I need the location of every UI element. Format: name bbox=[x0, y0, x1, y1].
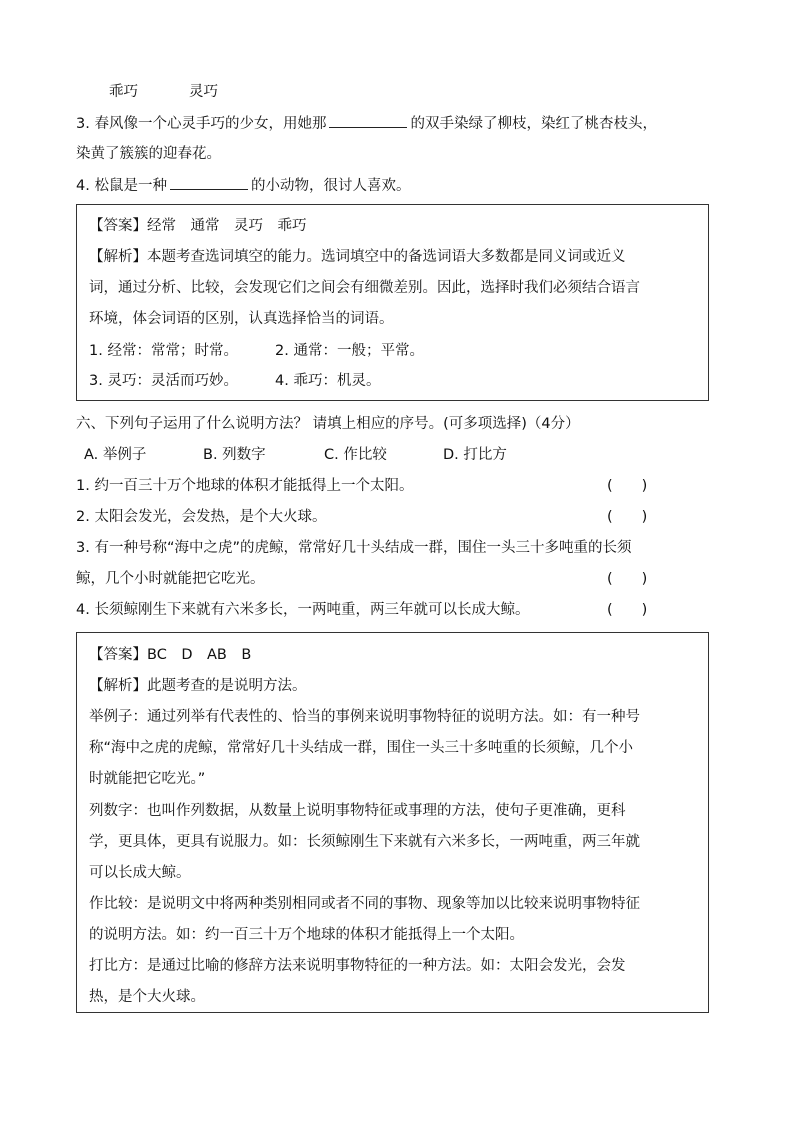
explanation-line: 列数字：也叫作列数据，从数量上说明事物特征或事理的方法，使句子更准确，更科 bbox=[89, 803, 626, 819]
analysis-line-3: 环境，体会词语的区别，认真选择恰当的词语。 bbox=[89, 311, 394, 327]
explanation-line: 称“海中之虎的虎鲸，常常好几十头结成一群，围住一头三十多吨重的长须鲸，几个小 bbox=[89, 740, 634, 756]
answer-line: 【答案】BC D AB B bbox=[89, 647, 252, 663]
question-4-blank[interactable] bbox=[170, 175, 248, 190]
analysis-line-1: 【解析】本题考查选词填空的能力。选词填空中的备选词语大多数都是同义词或近义 bbox=[89, 249, 626, 265]
option-a: A. 举例子 bbox=[84, 447, 147, 463]
section-6-title: 六、下列句子运用了什么说明方法？ 请填上相应的序号。(可多项选择)（4分） bbox=[76, 416, 580, 432]
explanation-line: 打比方：是通过比喻的修辞方法来说明事物特征的一种方法。如：太阳会发光，会发 bbox=[89, 958, 626, 974]
answer-box-1 bbox=[76, 204, 709, 401]
explanation-line: 可以长成大鲸。 bbox=[89, 865, 191, 881]
option-c: C. 作比较 bbox=[324, 447, 387, 463]
definition-4: 4. 乖巧：机灵。 bbox=[275, 373, 381, 389]
question-3-blank[interactable] bbox=[329, 113, 407, 128]
definition-1: 1. 经常：常常；时常。 bbox=[89, 343, 238, 359]
analysis-line-2: 词，通过分析、比较，会发现它们之间会有细微差别。因此，选择时我们必须结合语言 bbox=[89, 280, 640, 296]
question-3-after: 的双手染绿了柳枝，染红了桃杏枝头， bbox=[410, 116, 657, 132]
question-3-before: 3. 春风像一个心灵手巧的少女，用她那 bbox=[76, 116, 327, 132]
explanation-line: 学，更具体，更具有说服力。如：长须鲸刚生下来就有六米多长，一两吨重，两三年就 bbox=[89, 834, 640, 850]
item-4: 4. 长须鲸刚生下来就有六米多长，一两吨重，两三年就可以长成大鲸。 bbox=[76, 602, 530, 618]
item-3: 3. 有一种号称“海中之虎”的虎鲸，常常好几十头结成一群，围住一头三十多吨重的长须 bbox=[76, 540, 632, 556]
answer-paren-3[interactable]: ( ) bbox=[607, 571, 648, 587]
answer-paren-1[interactable]: ( ) bbox=[607, 478, 648, 494]
item-2: 2. 太阳会发光，会发热，是个大火球。 bbox=[76, 509, 327, 525]
analysis-line: 【解析】此题考查的是说明方法。 bbox=[89, 678, 307, 694]
answer-box-2 bbox=[76, 632, 709, 1013]
definition-3: 3. 灵巧：灵活而巧妙。 bbox=[89, 373, 238, 389]
explanation-line: 时就能把它吃光。” bbox=[89, 771, 206, 787]
item-1: 1. 约一百三十万个地球的体积才能抵得上一个太阳。 bbox=[76, 478, 414, 494]
explanation-line: 的说明方法。如：约一百三十万个地球的体积才能抵得上一个太阳。 bbox=[89, 927, 524, 943]
question-4 bbox=[76, 175, 410, 196]
question-4-before: 4. 松鼠是一种 bbox=[76, 178, 167, 194]
answer-line: 【答案】经常 通常 灵巧 乖巧 bbox=[89, 218, 307, 234]
question-3 bbox=[76, 113, 657, 134]
word-choice-1: 乖巧 bbox=[109, 84, 138, 100]
explanation-line: 热，是个大火球。 bbox=[89, 989, 205, 1005]
question-4-after: 的小动物，很讨人喜欢。 bbox=[250, 178, 411, 194]
question-3-line2: 染黄了簇簇的迎春花。 bbox=[76, 146, 221, 162]
item-3-line2: 鲸，几个小时就能把它吃光。 bbox=[76, 571, 265, 587]
answer-paren-2[interactable]: ( ) bbox=[607, 509, 648, 525]
word-choice-2: 灵巧 bbox=[189, 84, 218, 100]
definition-2: 2. 通常：一般；平常。 bbox=[275, 343, 424, 359]
explanation-line: 举例子：通过列举有代表性的、恰当的事例来说明事物特征的说明方法。如：有一种号 bbox=[89, 709, 640, 725]
option-b: B. 列数字 bbox=[203, 447, 266, 463]
answer-paren-4[interactable]: ( ) bbox=[607, 602, 648, 618]
explanation-line: 作比较：是说明文中将两种类别相同或者不同的事物、现象等加以比较来说明事物特征 bbox=[89, 896, 640, 912]
option-d: D. 打比方 bbox=[443, 447, 507, 463]
